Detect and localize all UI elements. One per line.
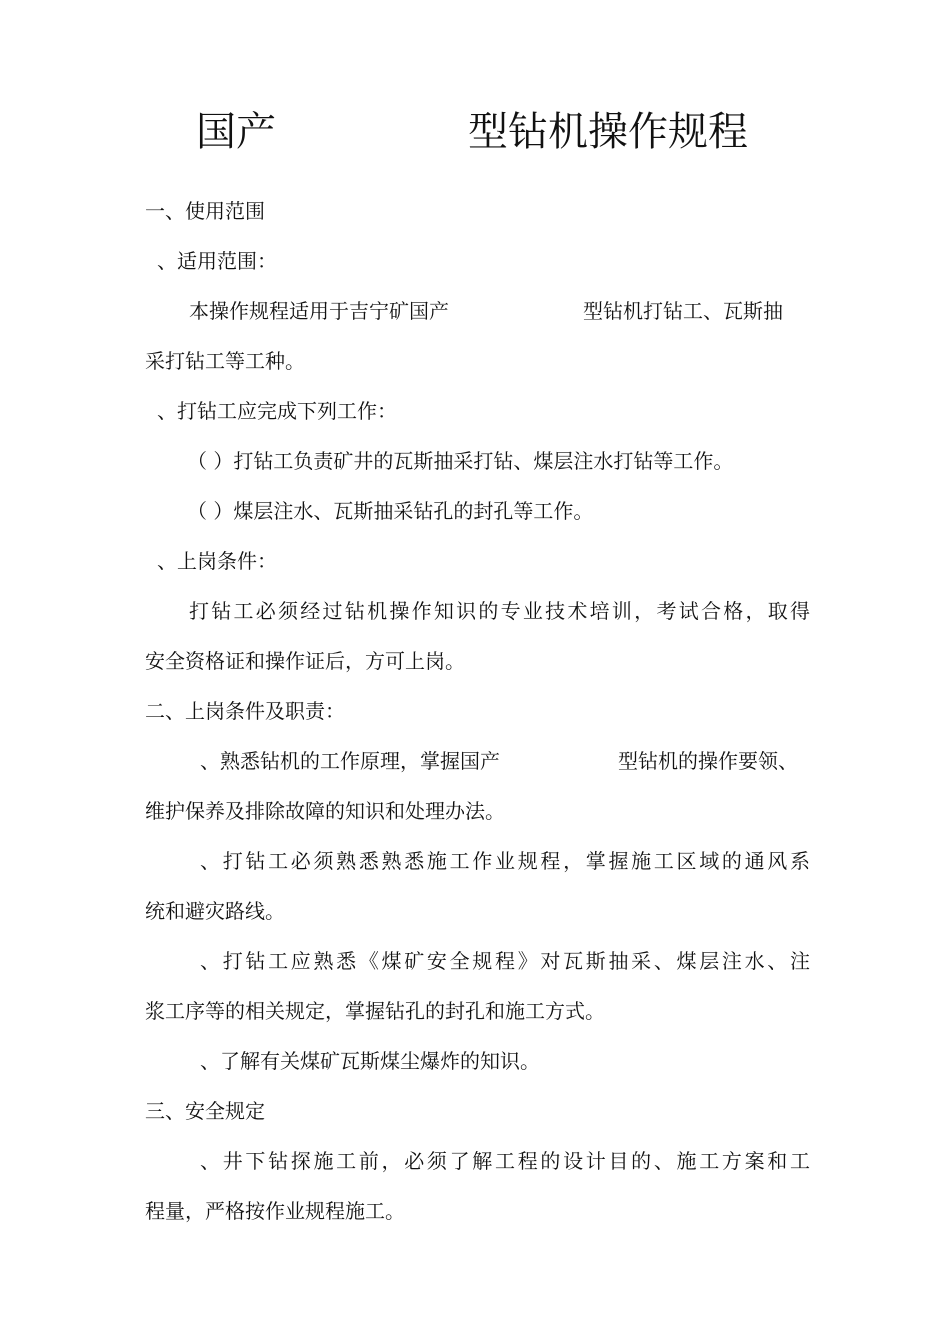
paragraph-line: 安全资格证和操作证后，方可上岗。 bbox=[145, 649, 465, 673]
paragraph-fragment: 型钻机的操作要领、 bbox=[618, 749, 798, 773]
paragraph-line: 、打钻工必须熟悉熟悉施工作业规程，掌握施工区域的通风系 bbox=[200, 849, 810, 873]
subheading-qualification: 、上岗条件： bbox=[157, 549, 277, 573]
subheading-scope: 、适用范围： bbox=[157, 249, 277, 273]
title-part-1: 国产 bbox=[196, 109, 276, 155]
paragraph-fragment: 、熟悉钻机的工作原理，掌握国产 bbox=[200, 749, 500, 773]
subheading-tasks: 、打钻工应完成下列工作： bbox=[157, 399, 397, 423]
paragraph-fragment: 本操作规程适用于吉宁矿国产 bbox=[189, 299, 449, 323]
section-heading-1: 一、使用范围 bbox=[145, 199, 265, 223]
list-item: （ ）煤层注水、瓦斯抽采钻孔的封孔等工作。 bbox=[187, 499, 594, 523]
paragraph-line: 采打钻工等工种。 bbox=[145, 349, 305, 373]
paragraph-line: 程量，严格按作业规程施工。 bbox=[145, 1199, 405, 1223]
paragraph-fragment: 型钻机打钻工、瓦斯抽 bbox=[583, 299, 783, 323]
document-title bbox=[0, 104, 950, 160]
paragraph-line: 、了解有关煤矿瓦斯煤尘爆炸的知识。 bbox=[200, 1049, 540, 1073]
paragraph-line: 维护保养及排除故障的知识和处理办法。 bbox=[145, 799, 505, 823]
paragraph-line: 打钻工必须经过钻机操作知识的专业技术培训，考试合格，取得 bbox=[189, 599, 810, 623]
section-heading-3: 三、安全规定 bbox=[145, 1099, 265, 1123]
paragraph-line: 浆工序等的相关规定，掌握钻孔的封孔和施工方式。 bbox=[145, 999, 605, 1023]
section-heading-2: 二、上岗条件及职责： bbox=[145, 699, 345, 723]
paragraph-line: 统和避灾路线。 bbox=[145, 899, 285, 923]
paragraph-line: 、打钻工应熟悉《煤矿安全规程》对瓦斯抽采、煤层注水、注 bbox=[200, 949, 810, 973]
title-part-2: 型钻机操作规程 bbox=[468, 109, 748, 155]
paragraph-line: 、井下钻探施工前，必须了解工程的设计目的、施工方案和工 bbox=[200, 1149, 810, 1173]
list-item: （ ）打钻工负责矿井的瓦斯抽采打钻、煤层注水打钻等工作。 bbox=[187, 449, 734, 473]
